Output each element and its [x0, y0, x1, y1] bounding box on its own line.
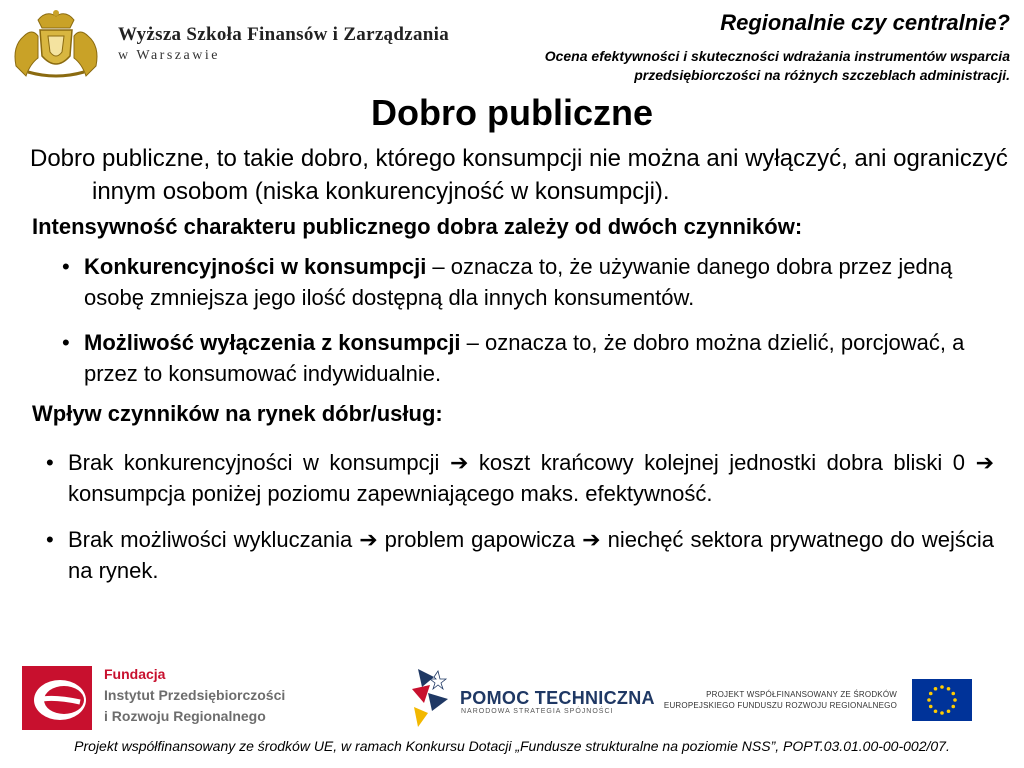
eu-star-icon: [934, 709, 938, 713]
effect-text: koszt krańcowy kolejnej jednostki dobra bliski 0: [468, 450, 976, 475]
effect-text: konsumpcja poniżej poziomu zapewniającego maks. efektywność.: [68, 481, 713, 506]
eu-star-icon: [951, 692, 955, 696]
header-subtitle-line-2: przedsiębiorczości na różnych szczeblach administracji.: [634, 67, 1010, 83]
effect-text: niechęć sektora prywatnego do wejścia na rynek.: [68, 527, 994, 583]
eu-star-icon: [953, 698, 957, 702]
school-crest-logo: [8, 6, 104, 80]
arrow-right-icon: ➔: [449, 450, 469, 475]
bullet-icon: •: [46, 527, 54, 552]
bullet-icon: •: [46, 450, 54, 475]
factor-description: – oznacza to, że dobro można dzielić, porcjować, a przez to konsumować indywidualnie.: [84, 330, 965, 386]
pomoc-techniczna-subtitle: NARODOWA STRATEGIA SPÓJNOŚCI: [461, 708, 614, 715]
bullet-icon: •: [62, 330, 70, 355]
foundation-line-2: Instytut Przedsiębiorczości: [104, 687, 286, 703]
foundation-line-3: i Rozwoju Regionalnego: [104, 708, 266, 724]
factor-item-competition: [62, 251, 972, 313]
footer-funding-note: Projekt współfinansowany ze środków UE, w ramach Konkursu Dotacji „Fundusze strukturalne na poziomie NSS”, POPT.03.01.00-00-002/07.: [74, 738, 950, 754]
factor-item-exclusion: [62, 327, 972, 389]
header-subtitle: [370, 47, 1010, 85]
eu-star-icon: [927, 698, 931, 702]
eu-star-icon: [934, 687, 938, 691]
effects-heading: Wpływ czynników na rynek dóbr/usług:: [32, 401, 443, 426]
eu-star-icon: [940, 711, 944, 715]
header-subtitle-line-1: Ocena efektywności i skuteczności wdrażania instrumentów wsparcia: [544, 48, 1010, 64]
eu-star-icon: [929, 705, 933, 709]
effect-text: problem gapowicza: [377, 527, 583, 552]
effect-item-no-exclusion: [46, 524, 994, 586]
pomoc-techniczna-logo: [408, 667, 452, 729]
eu-star-icon: [929, 692, 933, 696]
foundation-line-1: Fundacja: [104, 666, 166, 682]
effect-text: Brak możliwości wykluczania: [68, 527, 360, 552]
foundation-name: [104, 664, 285, 727]
foundation-logo: [22, 666, 92, 730]
definition-paragraph: Dobro publiczne, to takie dobro, którego konsumpcji nie można ani wyłączyć, ani ograniczyć innym osobom (niska konkurencyjność w konsumpcji).: [30, 145, 1008, 205]
bullet-icon: •: [62, 254, 70, 279]
arrow-right-icon: ➔: [359, 527, 378, 552]
arrow-right-icon: ➔: [975, 450, 994, 475]
school-name: Wyższa Szkoła Finansów i Zarządzania: [118, 24, 449, 45]
eu-star-icon: [940, 685, 944, 689]
effect-item-no-competition: [46, 447, 994, 509]
arrow-right-icon: ➔: [582, 527, 601, 552]
eu-flag-icon: [912, 679, 972, 721]
slide-title: Dobro publiczne: [371, 92, 653, 133]
eu-funding-line-2: EUROPEJSKIEGO FUNDUSZU ROZWOJU REGIONALNEGO: [663, 701, 897, 710]
header-title: Regionalnie czy centralnie?: [720, 10, 1010, 35]
eu-funding-line-1: PROJEKT WSPÓŁFINANSOWANY ZE ŚRODKÓW: [706, 690, 897, 699]
effect-text: Brak konkurencyjności w konsumpcji: [68, 450, 450, 475]
eu-star-icon: [947, 687, 951, 691]
factor-term: Konkurencyjności w konsumpcji: [84, 254, 427, 279]
factor-description: – oznacza to, że używanie danego dobra przez jedną osobę zmniejsza jego ilość dostępną dla innych konsumentów.: [84, 254, 953, 310]
school-city: w Warszawie: [118, 48, 220, 63]
eu-star-icon: [951, 705, 955, 709]
eu-funding-text: [655, 689, 897, 711]
eu-star-icon: [947, 709, 951, 713]
factor-term: Możliwość wyłączenia z konsumpcji: [84, 330, 461, 355]
pomoc-techniczna-title: POMOC TECHNICZNA: [460, 688, 655, 708]
factors-heading: Intensywność charakteru publicznego dobra zależy od dwóch czynników:: [32, 214, 803, 239]
